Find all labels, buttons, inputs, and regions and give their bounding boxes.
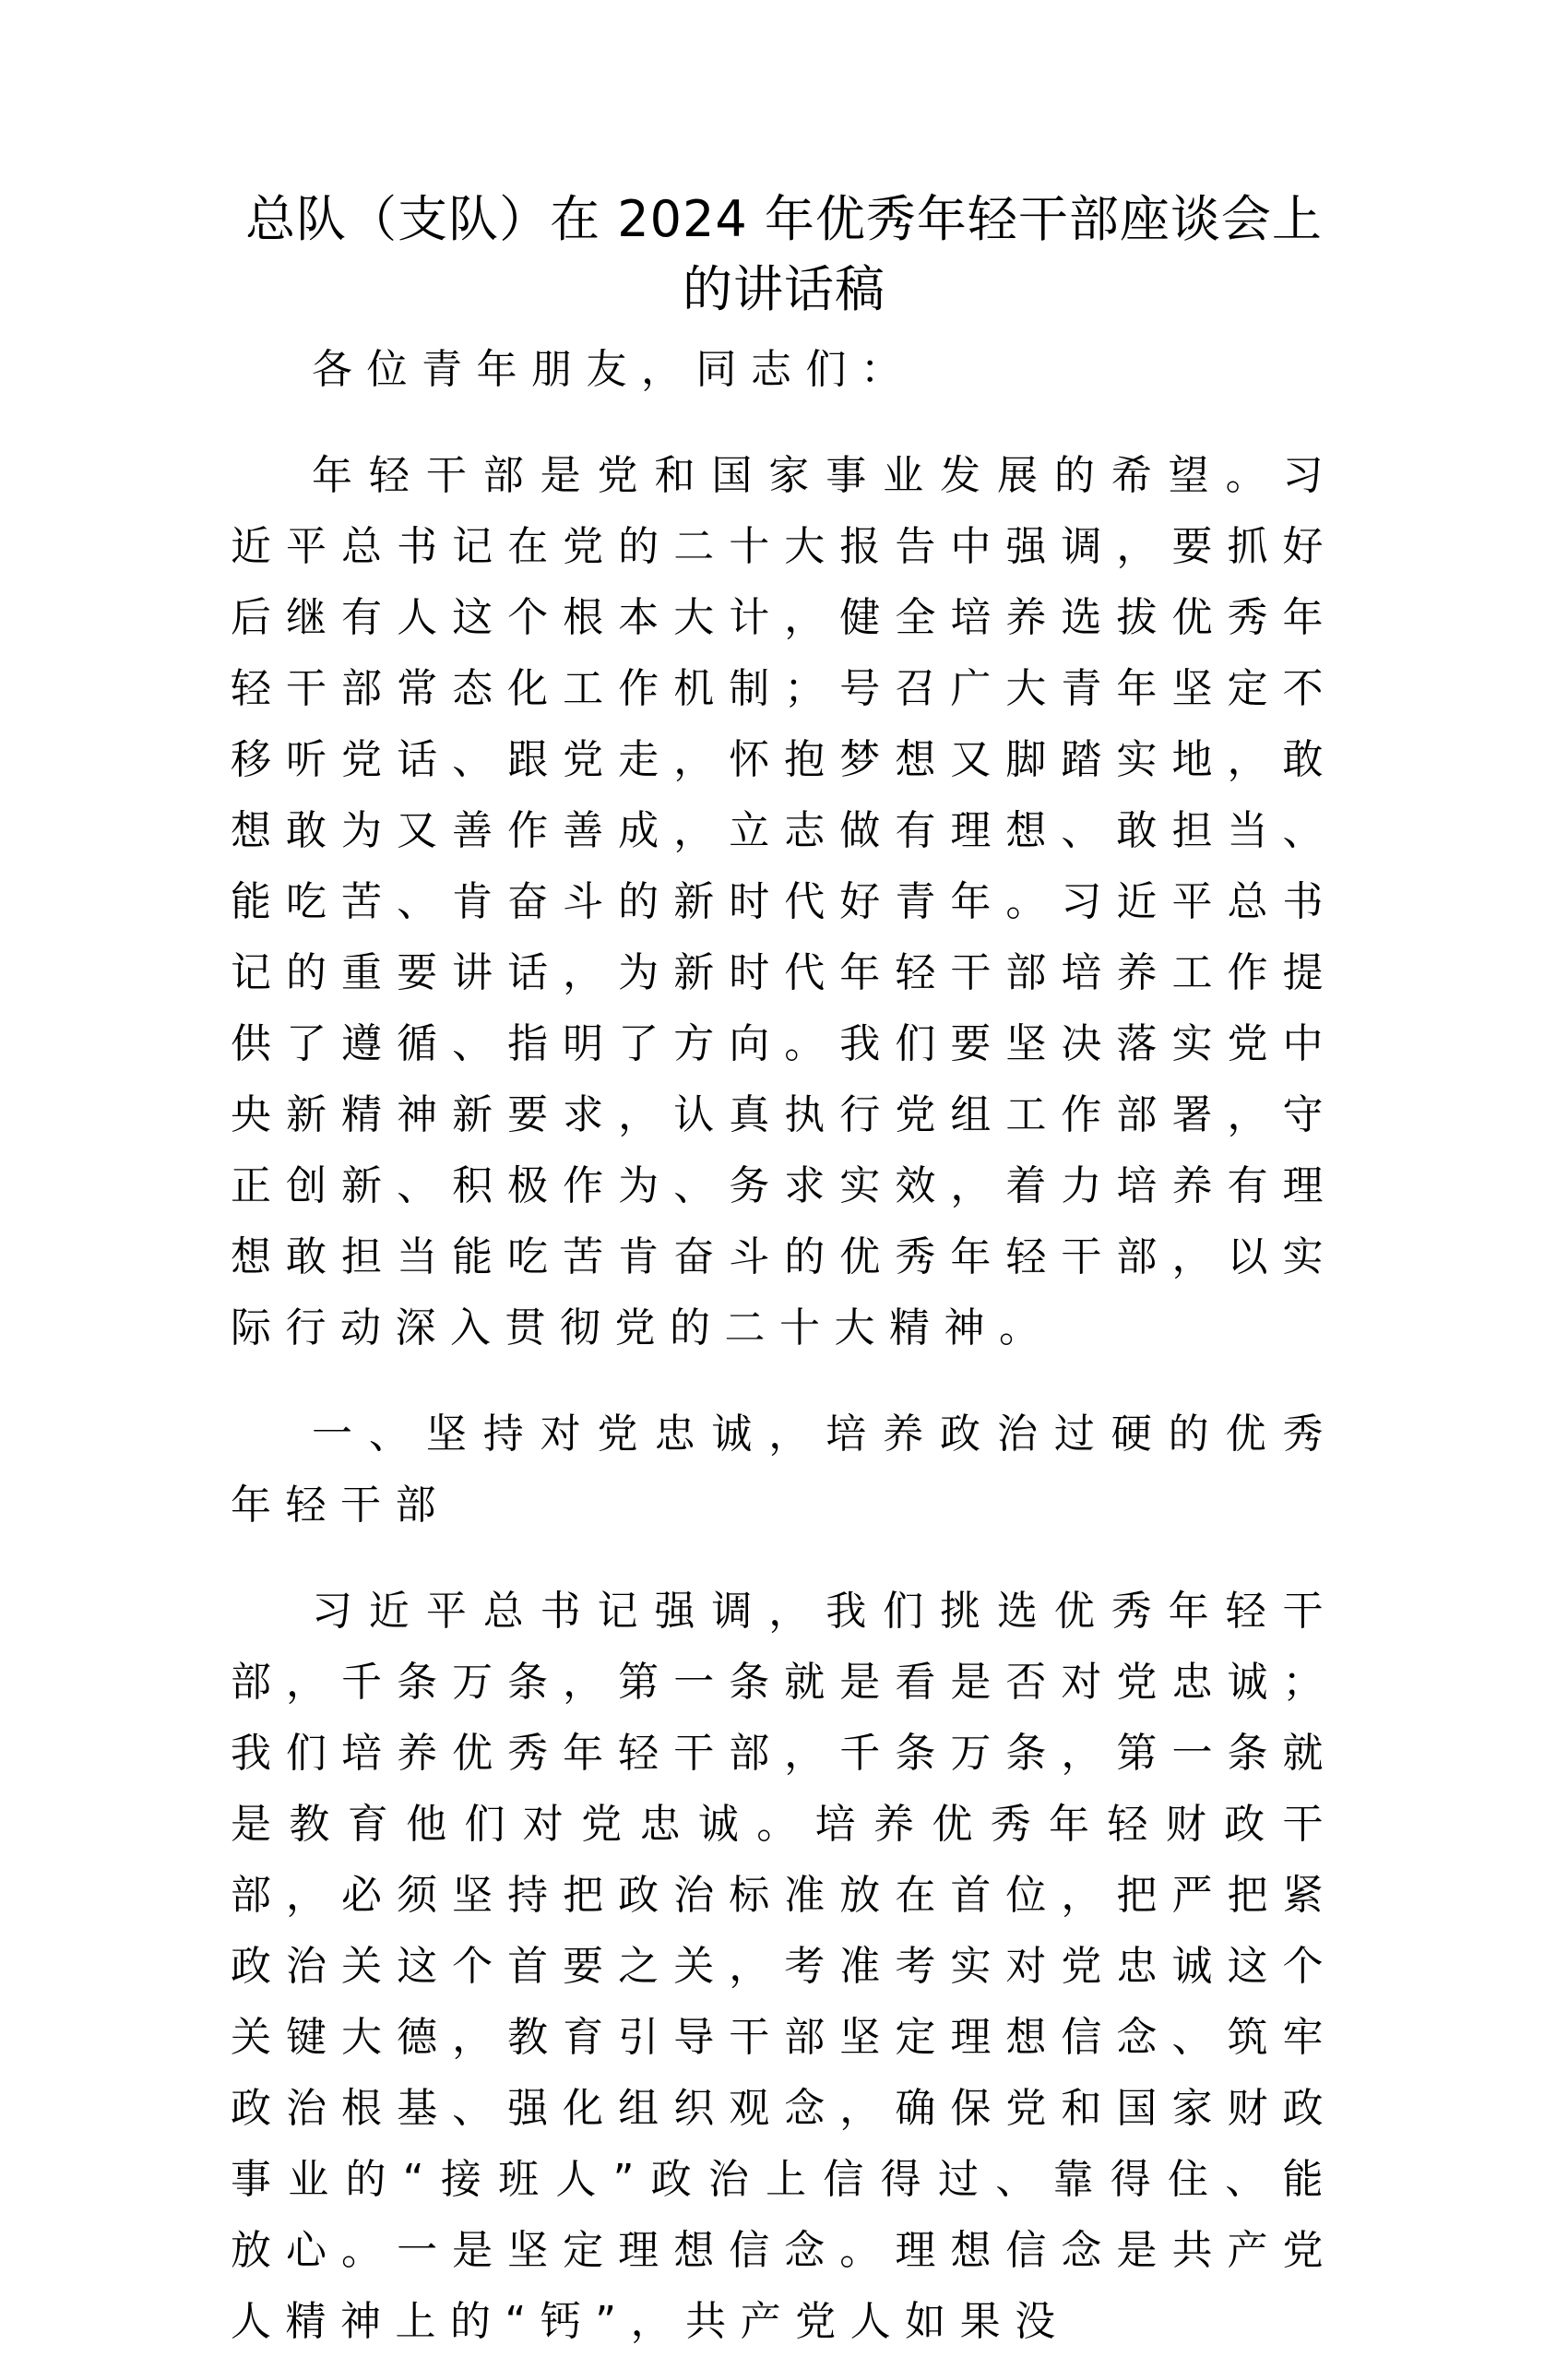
section-heading-1: 一、坚持对党忠诚，培养政治过硬的优秀年轻干部 xyxy=(231,1411,1337,1529)
intro-paragraph: 年轻干部是党和国家事业发展的希望。习近平总书记在党的二十大报告中强调，要抓好后继有人这个根本大计，健全培养选拔优秀年轻干部常态化工作机制；号召广大青年坚定不移听党话、跟党走，怀抱梦想又脚踏实地，敢想敢为又善作善成，立志做有理想、敢担当、能吃苦、肯奋斗的新时代好青年。习近平总书记的重要讲话，为新时代年轻干部培养工作提供了遵循、指明了方向。我们要坚决落实党中央新精神新要求，认真执行党组工作部署，守正创新、积极作为、务求实效，着力培养有理想敢担当能吃苦肯奋斗的优秀年轻干部，以实际行动深入贯彻党的二十大精神。 xyxy=(231,452,1337,1351)
greeting: 各位青年朋友，同志们： xyxy=(312,346,916,393)
section-1-paragraph: 习近平总书记强调，我们挑选优秀年轻干部，千条万条，第一条就是看是否对党忠诚；我们培养优秀年轻干部，千条万条，第一条就是教育他们对党忠诚。培养优秀年轻财政干部，必须坚持把政治标准放在首位，把严把紧政治关这个首要之关，考准考实对党忠诚这个关键大德，教育引导干部坚定理想信念、筑牢政治根基、强化组织观念，确保党和国家财政事业的“接班人”政治上信得过、靠得住、能放心。一是坚定理想信念。理想信念是共产党人精神上的“钙”，共产党人如果没 xyxy=(231,1588,1337,2345)
document-title xyxy=(231,185,1337,325)
title-line-2: 的讲话稿 xyxy=(683,260,885,318)
title-line-1: 总队（支队）在 2024 年优秀年轻干部座谈会上 xyxy=(245,190,1323,248)
document-page xyxy=(231,185,1337,2357)
